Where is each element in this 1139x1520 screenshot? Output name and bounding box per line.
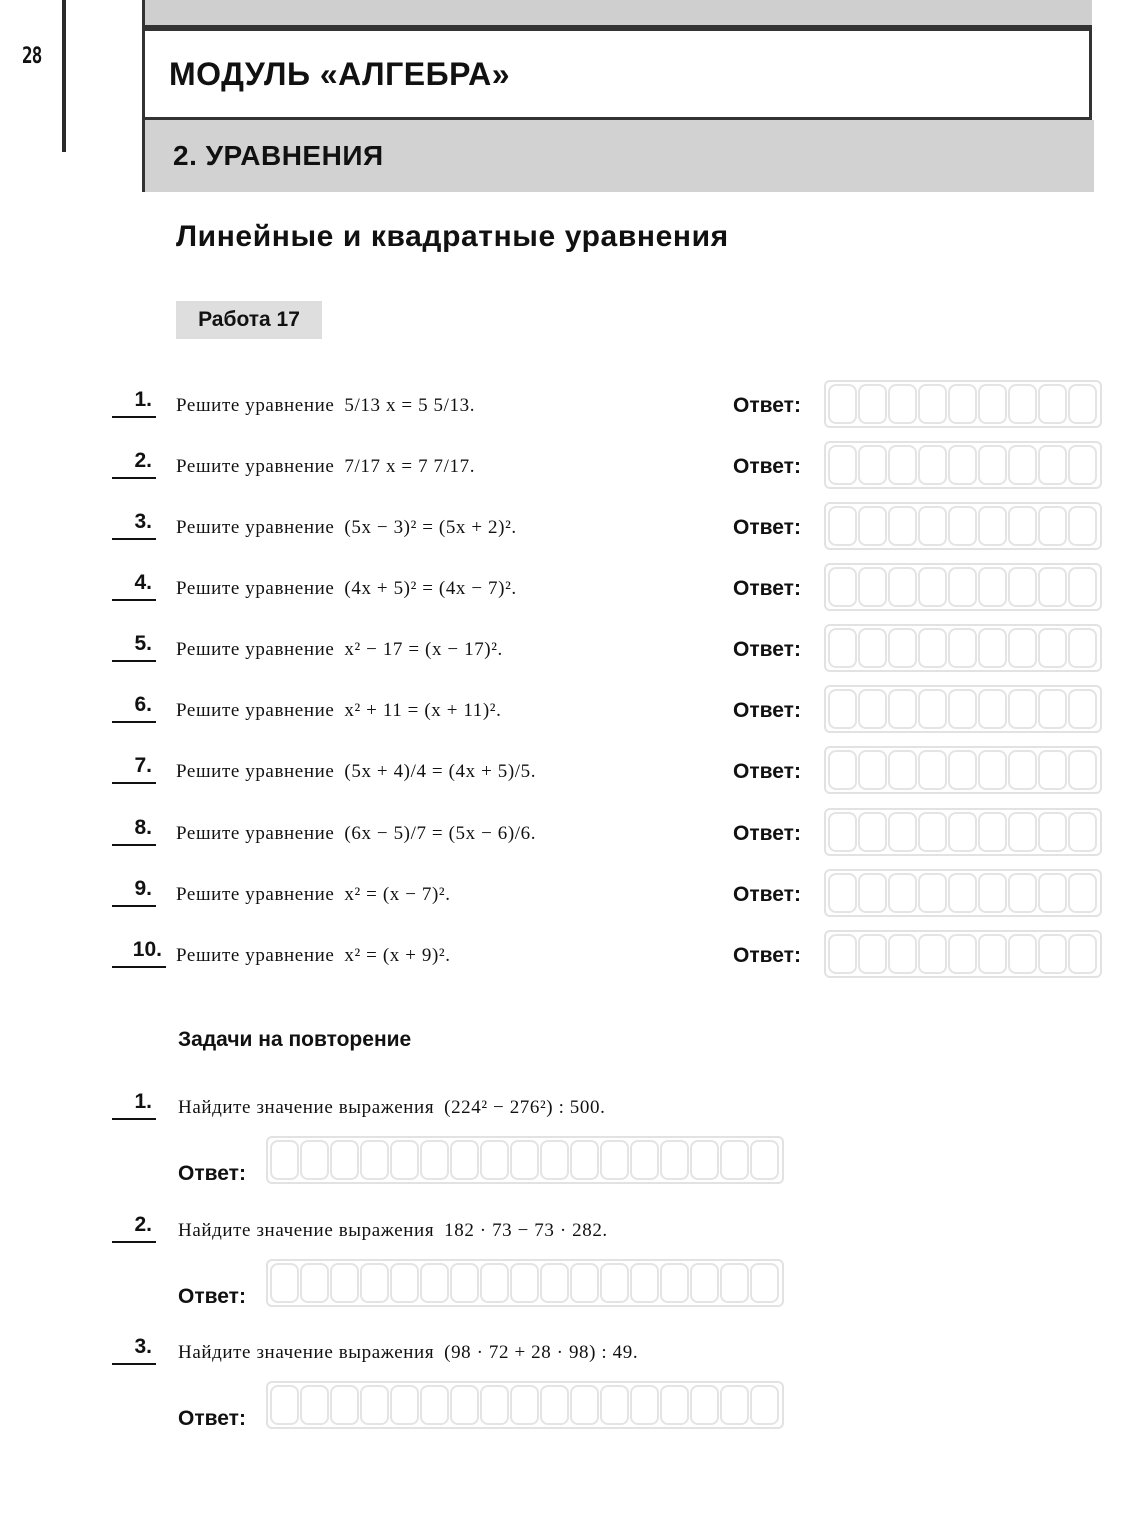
subsection-title: Линейные и квадратные уравнения	[176, 220, 729, 253]
answer-label: Ответ:	[733, 516, 801, 539]
task-prefix: Решите уравнение	[176, 395, 335, 416]
review-title: Задачи на повторение	[178, 1028, 412, 1051]
task-text	[178, 1088, 605, 1128]
task-text	[176, 386, 475, 426]
task-text	[176, 630, 503, 670]
task-prefix: Решите уравнение	[176, 639, 335, 660]
answer-field[interactable]	[824, 624, 1102, 672]
equation: (5x + 4)/4 = (4x + 5)/5.	[344, 761, 537, 782]
task-prefix: Найдите значение выражения	[178, 1097, 435, 1118]
task-prefix: Найдите значение выражения	[178, 1220, 435, 1241]
task-prefix: Решите уравнение	[176, 456, 335, 477]
task-prefix: Решите уравнение	[176, 761, 335, 782]
answer-label: Ответ:	[733, 455, 801, 478]
task-prefix: Решите уравнение	[176, 884, 335, 905]
answer-label: Ответ:	[733, 822, 801, 845]
answer-field[interactable]	[824, 380, 1102, 428]
answer-label: Ответ:	[733, 577, 801, 600]
equation: x² + 11 = (x + 11)².	[344, 700, 502, 721]
task-text	[176, 875, 451, 915]
equation: (4x + 5)² = (4x − 7)².	[344, 578, 517, 599]
task-prefix: Найдите значение выражения	[178, 1342, 435, 1363]
task-text	[176, 691, 501, 731]
task-number: 4.	[112, 571, 156, 595]
expression: 182 · 73 − 73 · 282.	[444, 1220, 608, 1241]
task-number: 3.	[112, 1335, 156, 1359]
task-number: 5.	[112, 632, 156, 656]
task-item	[0, 563, 1139, 621]
task-number: 2.	[112, 449, 156, 473]
task-number: 3.	[112, 510, 156, 534]
task-prefix: Решите уравнение	[176, 700, 335, 721]
equation: 5/13 x = 5 5/13.	[344, 395, 476, 416]
answer-label: Ответ:	[178, 1285, 246, 1308]
margin-rule	[62, 0, 66, 152]
module-header	[142, 28, 1092, 120]
task-text	[178, 1211, 608, 1251]
task-item	[0, 502, 1139, 560]
task-prefix: Решите уравнение	[176, 517, 335, 538]
answer-label: Ответ:	[733, 760, 801, 783]
task-number: 2.	[112, 1213, 156, 1237]
task-item	[0, 808, 1139, 866]
task-prefix: Решите уравнение	[176, 823, 335, 844]
task-number: 9.	[112, 877, 156, 901]
task-item	[0, 685, 1139, 743]
answer-label: Ответ:	[733, 883, 801, 906]
task-item	[0, 624, 1139, 682]
task-text	[176, 814, 536, 854]
task-item	[0, 930, 1139, 988]
answer-field[interactable]	[824, 563, 1102, 611]
equation: (5x − 3)² = (5x + 2)².	[344, 517, 517, 538]
answer-field[interactable]	[824, 930, 1102, 978]
task-text	[176, 569, 517, 609]
equation: x² = (x + 9)².	[344, 945, 451, 966]
answer-field[interactable]	[824, 441, 1102, 489]
answer-field[interactable]	[824, 808, 1102, 856]
answer-field[interactable]	[824, 869, 1102, 917]
answer-label: Ответ:	[733, 944, 801, 967]
task-number: 1.	[112, 1090, 156, 1114]
task-text	[176, 936, 451, 976]
expression: (98 · 72 + 28 · 98) : 49.	[444, 1342, 639, 1363]
answer-label: Ответ:	[178, 1407, 246, 1430]
task-item	[0, 746, 1139, 804]
answer-field[interactable]	[266, 1381, 784, 1429]
task-number: 10.	[112, 938, 166, 962]
task-text	[176, 508, 517, 548]
equation: 7/17 x = 7 7/17.	[344, 456, 476, 477]
answer-field[interactable]	[266, 1259, 784, 1307]
task-text	[176, 447, 475, 487]
task-item	[0, 380, 1139, 438]
section-header	[142, 120, 1094, 192]
equation: (6x − 5)/7 = (5x − 6)/6.	[344, 823, 537, 844]
answer-label: Ответ:	[733, 699, 801, 722]
work-label: Работа 17	[176, 301, 322, 339]
answer-label: Ответ:	[178, 1162, 246, 1185]
task-number: 8.	[112, 816, 156, 840]
answer-label: Ответ:	[733, 638, 801, 661]
task-text	[176, 752, 536, 792]
answer-field[interactable]	[824, 746, 1102, 794]
equation: x² = (x − 7)².	[344, 884, 451, 905]
section-title: 2. УРАВНЕНИЯ	[173, 140, 384, 171]
task-item	[0, 869, 1139, 927]
task-prefix: Решите уравнение	[176, 945, 335, 966]
task-number: 7.	[112, 754, 156, 778]
answer-field[interactable]	[824, 685, 1102, 733]
expression: (224² − 276²) : 500.	[444, 1097, 606, 1118]
page-number: 28	[22, 44, 42, 69]
answer-label: Ответ:	[733, 394, 801, 417]
answer-field[interactable]	[824, 502, 1102, 550]
header-strip	[142, 0, 1092, 28]
task-number: 6.	[112, 693, 156, 717]
module-title: МОДУЛЬ «АЛГЕБРА»	[169, 55, 511, 92]
task-number: 1.	[112, 388, 156, 412]
task-item	[0, 441, 1139, 499]
task-prefix: Решите уравнение	[176, 578, 335, 599]
task-text	[178, 1333, 638, 1373]
equation: x² − 17 = (x − 17)².	[344, 639, 503, 660]
answer-field[interactable]	[266, 1136, 784, 1184]
